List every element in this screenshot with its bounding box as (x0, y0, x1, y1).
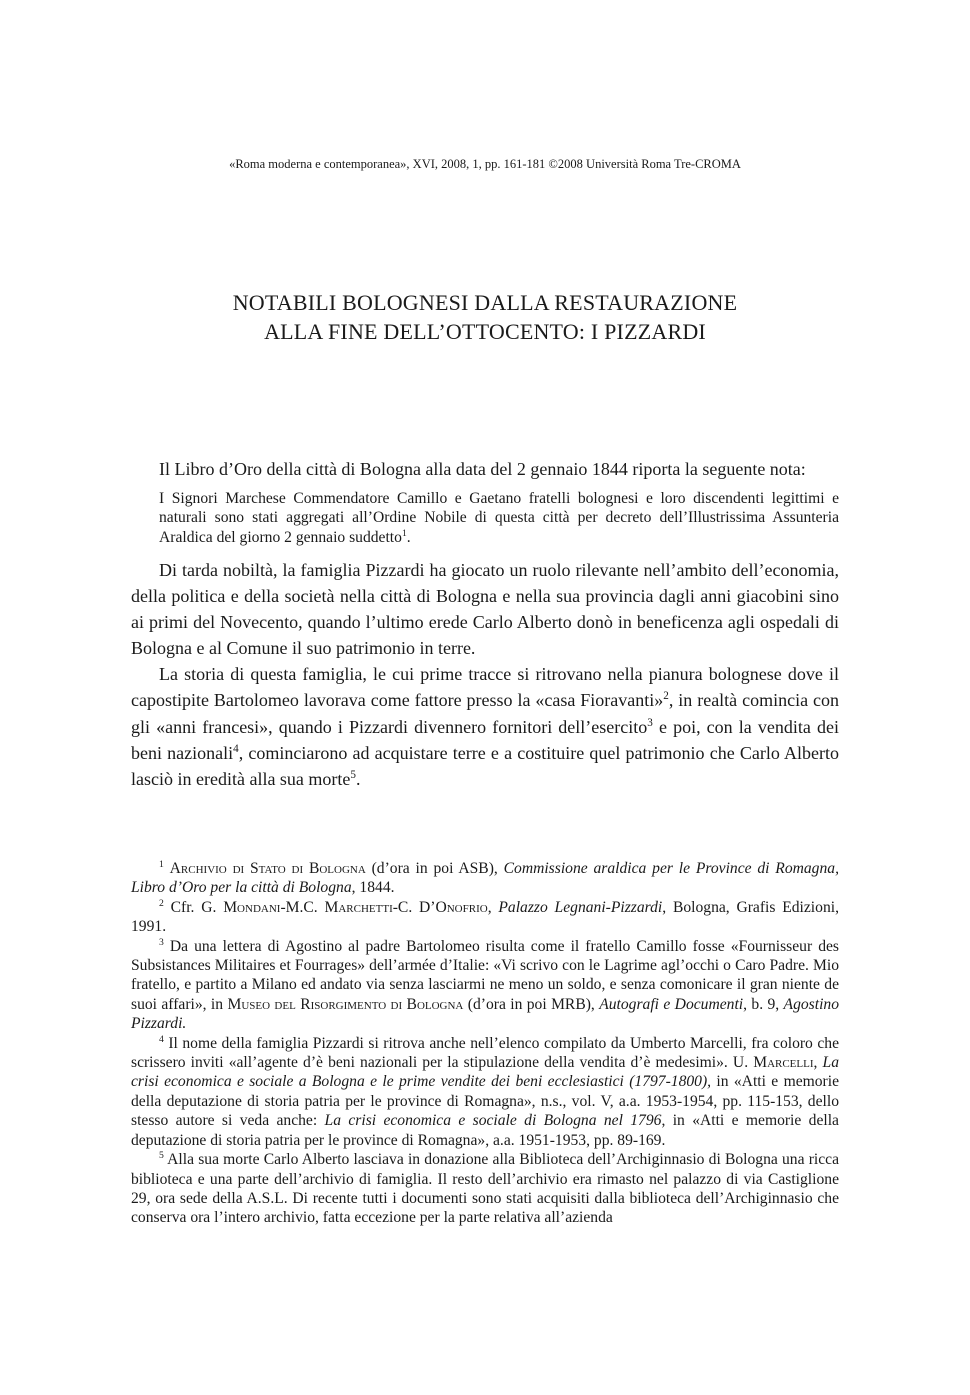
intro-paragraph: Il Libro d’Oro della città di Bologna alla data del 2 gennaio 1844 riporta la seguente nota: (159, 459, 806, 479)
footnotes (131, 859, 839, 1228)
footnote-4: $^4$ Il nome della famiglia Pizzardi si ritrova anche nell’elenco compilato da Umberto Marcelli, fra coloro che scrissero inviti «all’agente d’è beni nazionali per la stipulazione della vendita d’è medesimi». U. Marcelli, La crisi economica e sociale a Bologna e le prime vendite dei beni ecclesiastici (1797-1800), in «Atti e memorie della deputazione di storia patria per le province di Romagna», n.s., vol. V, a.a. 1953-1954, pp. 115-153, dello stesso autore si veda anche: La crisi economica e sociale di Bologna nel 1796, in «Atti e memorie della deputazione di storia patria per le province di Romagna», a.a. 1951-1953, pp. 89-169. (131, 1033, 839, 1149)
note-ref-2[interactable]: 2 (663, 690, 669, 703)
footnote-1: $^1$ Archivio di Stato di Bologna (d’ora in poi ASB), Commissione araldica per le Province di Romagna, Libro d’Oro per la città di Bologna, 1844. (131, 858, 839, 897)
paragraph-3: La storia di questa famiglia, le cui prime tracce si ritrovano nella pianura bolognese dove il capostipite Bartolomeo lavorava come fattore presso la «casa Fioravanti»$^2$, in realtà comincia con gli «anni francesi», quando i Pizzardi divennero fornitori dell’esercito$^3$ e poi, con la vendita dei beni nazionali$^4$, cominciarono ad acquistare terre e a costituire quel patrimonio che Carlo Alberto lasciò in eredità alla sua morte$^5$. (131, 664, 840, 789)
footnote-2: $^2$ Cfr. G. Mondani-M.C. Marchetti-C. D’Onofrio, Palazzo Legnani-Pizzardi, Bologna, Grafis Edizioni, 1991. (131, 897, 839, 936)
note-ref-5[interactable]: 5 (350, 768, 356, 781)
title-line-2: ALLA FINE DELL’OTTOCENTO: I PIZZARDI (264, 319, 706, 344)
quote-text: I Signori Marchese Commendatore Camillo e Gaetano fratelli bolognesi e loro discendenti legittimi e naturali sono stati aggregati all’Ordine Nobile di questa città per decreto dell’Illustrissima Assunteria Araldica del giorno 2 gennaio suddetto (159, 490, 839, 546)
paragraph-2: Di tarda nobiltà, la famiglia Pizzardi ha giocato un ruolo rilevante nell’ambito dell’economia, della politica e della società nella città di Bologna e nella sua provincia dagli anni giacobini sino ai primi del Novecento, quando l’ultimo erede Carlo Alberto donò in beneficenza agli ospedali di Bologna e al Comune il suo patrimonio in terre. (131, 559, 839, 659)
article-title (0, 288, 970, 346)
article-body (131, 456, 839, 792)
note-ref-1[interactable]: 1 (401, 527, 407, 539)
note-ref-3[interactable]: 3 (647, 716, 653, 729)
block-quote: I Signori Marchese Commendatore Camillo e Gaetano fratelli bolognesi e loro discendenti legittimi e naturali sono stati aggregati all’Ordine Nobile di questa città per decreto dell’Illustrissima Assunteria Araldica del giorno 2 gennaio suddetto$^1$. (159, 490, 839, 546)
footnote-5: $^5$ Alla sua morte Carlo Alberto lasciava in donazione alla Biblioteca dell’Archiginnasio di Bologna una ricca biblioteca e una parte dell’archivio di famiglia. Il resto dell’archivio era rimasto nel palazzo di via Castiglione 29, ora sede della A.S.L. Di recente tutti i documenti sono stati acquisiti dalla biblioteca dell’Archiginnasio che conserva ora l’intero archivio, fatta eccezione per la parte relativa all’azienda (131, 1149, 839, 1227)
running-header: «Roma moderna e contemporanea», XVI, 2008, 1, pp. 161-181 ©2008 Università Roma Tre-CROMA (229, 157, 741, 171)
note-ref-4[interactable]: 4 (233, 742, 239, 755)
title-line-1: NOTABILI BOLOGNESI DALLA RESTAURAZIONE (232, 290, 738, 315)
footnote-3: $^3$ Da una lettera di Agostino al padre Bartolomeo risulta come il fratello Camillo fosse «Fournisseur des Subsistances Militaires et Fourrages» dell’armée d’Italie: «Vi scrivo con le Lagrime agl’occhi o Caro Padre. Mio fratello, e partito a Milano ed andato via senza lasciarmi ne meno un soldo, e senza comonicare il gran niente de suoi affari», in Museo del Risorgimento di Bologna (d’ora in poi MRB), Autografi e Documenti, b. 9, Agostino Pizzardi. (131, 936, 839, 1033)
